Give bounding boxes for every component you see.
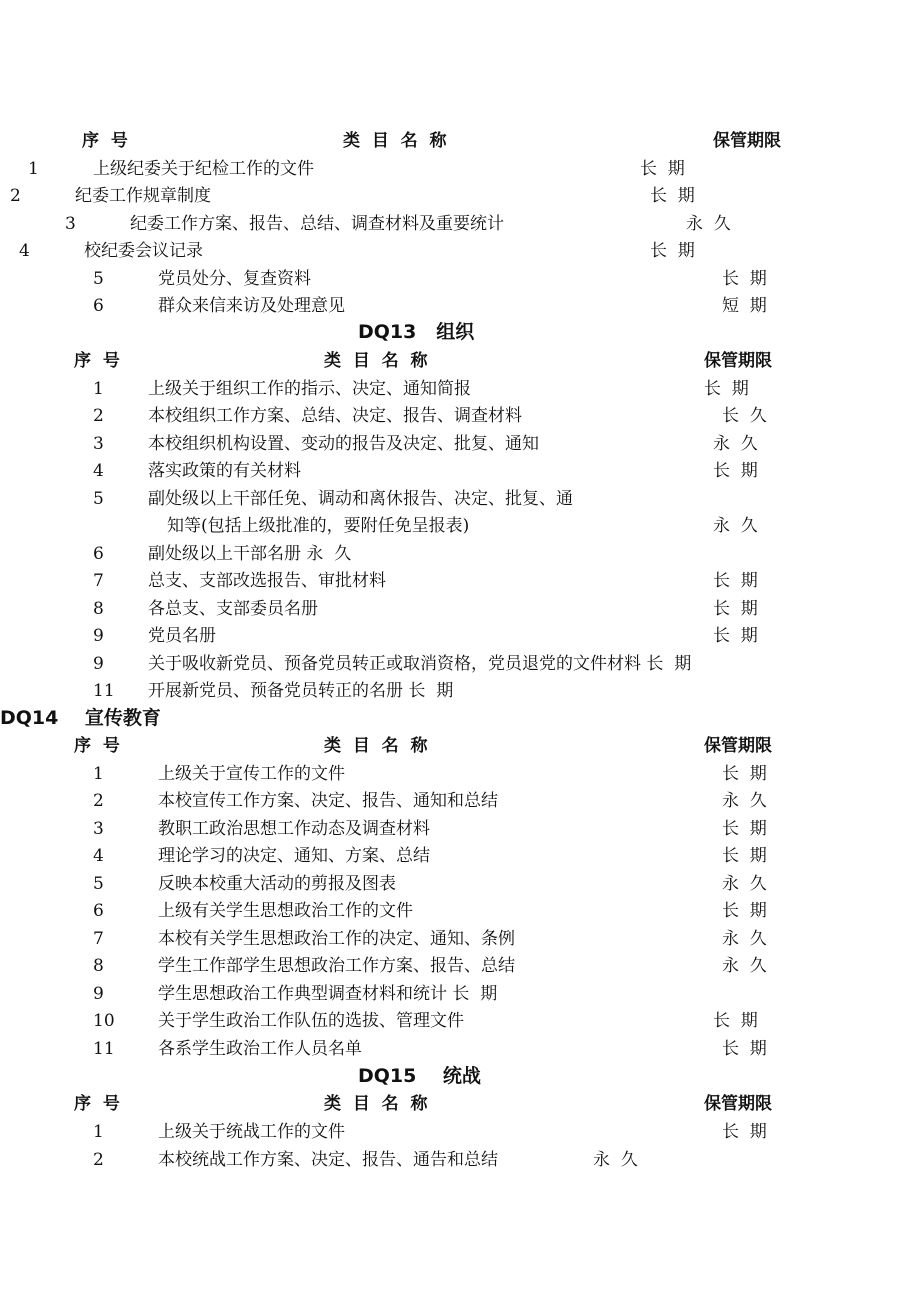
header-name: 类 目 名 称 xyxy=(324,351,428,371)
row-name: 关于吸收新党员、预备党员转正或取消资格，党员退党的文件材料 长 期 xyxy=(148,654,692,674)
row-number: 11 xyxy=(93,1039,115,1059)
row-number: 2 xyxy=(93,1150,104,1170)
header-name: 类 目 名 称 xyxy=(324,1094,428,1114)
row-number: 6 xyxy=(93,901,104,921)
row-number: 4 xyxy=(19,241,30,261)
header-name: 类 目 名 称 xyxy=(343,131,447,151)
row-name: 开展新党员、预备党员转正的名册 长 期 xyxy=(148,681,454,701)
row-number: 4 xyxy=(93,846,104,866)
row-period: 长 期 xyxy=(713,626,758,646)
row-number: 6 xyxy=(93,296,104,316)
row-period: 长 期 xyxy=(722,764,767,784)
row-period: 永 久 xyxy=(713,516,758,536)
row-period: 永 久 xyxy=(713,434,758,454)
row-period: 长 期 xyxy=(722,1122,767,1142)
row-period: 长 期 xyxy=(713,1011,758,1031)
row-period: 长 期 xyxy=(713,571,758,591)
row-period: 永 久 xyxy=(722,956,767,976)
header-seq: 序 号 xyxy=(74,1094,120,1114)
header-seq: 序 号 xyxy=(74,736,120,756)
row-number: 9 xyxy=(93,654,104,674)
row-period: 永 久 xyxy=(593,1150,638,1170)
row-period: 长 期 xyxy=(704,379,749,399)
row-number: 1 xyxy=(28,159,39,179)
row-name: 纪委工作方案、报告、总结、调查材料及重要统计 xyxy=(130,214,504,234)
row-number: 4 xyxy=(93,461,104,481)
row-name: 理论学习的决定、通知、方案、总结 xyxy=(158,846,430,866)
row-name: 纪委工作规章制度 xyxy=(75,186,211,206)
row-name: 反映本校重大活动的剪报及图表 xyxy=(158,874,396,894)
row-name: 各总支、支部委员名册 xyxy=(148,599,318,619)
row-number: 8 xyxy=(93,956,104,976)
row-period: 长 期 xyxy=(722,1039,767,1059)
row-name-continued: 知等(包括上级批准的，要附任免呈报表) xyxy=(167,516,470,536)
row-number: 5 xyxy=(93,269,104,289)
row-period: 长 期 xyxy=(722,901,767,921)
row-name: 本校统战工作方案、决定、报告、通告和总结 xyxy=(158,1150,498,1170)
row-number: 2 xyxy=(93,406,104,426)
header-name: 类 目 名 称 xyxy=(324,736,428,756)
row-period: 长 期 xyxy=(640,159,685,179)
row-number: 6 xyxy=(93,544,104,564)
section-title-dq13: DQ13 组织 xyxy=(358,321,475,343)
row-number: 3 xyxy=(93,819,104,839)
header-seq: 序 号 xyxy=(82,131,128,151)
row-name: 上级有关学生思想政治工作的文件 xyxy=(158,901,413,921)
row-name: 各系学生政治工作人员名单 xyxy=(158,1039,362,1059)
row-name: 落实政策的有关材料 xyxy=(148,461,301,481)
row-period: 长 期 xyxy=(650,186,695,206)
section-title-dq14: DQ14 宣传教育 xyxy=(0,707,161,729)
row-period: 长 期 xyxy=(722,846,767,866)
row-number: 3 xyxy=(93,434,104,454)
row-period: 长 久 xyxy=(722,406,767,426)
row-name: 副处级以上干部任免、调动和离休报告、决定、批复、通 xyxy=(148,489,573,509)
row-name: 上级关于组织工作的指示、决定、通知简报 xyxy=(148,379,471,399)
row-number: 1 xyxy=(93,764,104,784)
row-name: 学生思想政治工作典型调查材料和统计 长 期 xyxy=(158,984,498,1004)
row-number: 8 xyxy=(93,599,104,619)
row-name: 上级关于统战工作的文件 xyxy=(158,1122,345,1142)
row-number: 7 xyxy=(93,571,104,591)
row-name: 上级关于宣传工作的文件 xyxy=(158,764,345,784)
row-name: 副处级以上干部名册 永 久 xyxy=(148,544,352,564)
row-name: 本校宣传工作方案、决定、报告、通知和总结 xyxy=(158,791,498,811)
row-period: 永 久 xyxy=(722,929,767,949)
row-name: 校纪委会议记录 xyxy=(84,241,203,261)
header-period: 保管期限 xyxy=(704,736,772,756)
row-name: 群众来信来访及处理意见 xyxy=(158,296,345,316)
row-number: 2 xyxy=(10,186,21,206)
row-number: 7 xyxy=(93,929,104,949)
row-period: 永 久 xyxy=(722,791,767,811)
row-period: 永 久 xyxy=(686,214,731,234)
row-name: 教职工政治思想工作动态及调查材料 xyxy=(158,819,430,839)
row-number: 1 xyxy=(93,379,104,399)
header-period: 保管期限 xyxy=(704,1094,772,1114)
row-name: 上级纪委关于纪检工作的文件 xyxy=(93,159,314,179)
header-seq: 序 号 xyxy=(74,351,120,371)
row-number: 9 xyxy=(93,984,104,1004)
row-number: 10 xyxy=(93,1011,115,1031)
row-name: 关于学生政治工作队伍的选拔、管理文件 xyxy=(158,1011,464,1031)
row-period: 长 期 xyxy=(713,599,758,619)
row-name: 党员名册 xyxy=(148,626,216,646)
row-number: 11 xyxy=(93,681,115,701)
row-period: 永 久 xyxy=(722,874,767,894)
row-number: 5 xyxy=(93,489,104,509)
row-period: 长 期 xyxy=(650,241,695,261)
row-name: 学生工作部学生思想政治工作方案、报告、总结 xyxy=(158,956,515,976)
row-number: 9 xyxy=(93,626,104,646)
section-title-dq15: DQ15 统战 xyxy=(358,1065,481,1087)
row-period: 长 期 xyxy=(722,819,767,839)
row-period: 长 期 xyxy=(722,269,767,289)
row-name: 总支、支部改选报告、审批材料 xyxy=(148,571,386,591)
row-number: 1 xyxy=(93,1122,104,1142)
row-number: 5 xyxy=(93,874,104,894)
header-period: 保管期限 xyxy=(704,351,772,371)
row-number: 2 xyxy=(93,791,104,811)
row-period: 长 期 xyxy=(713,461,758,481)
row-name: 本校组织工作方案、总结、决定、报告、调查材料 xyxy=(148,406,522,426)
row-period: 短 期 xyxy=(722,296,767,316)
row-number: 3 xyxy=(65,214,76,234)
header-period: 保管期限 xyxy=(713,131,781,151)
row-name: 本校组织机构设置、变动的报告及决定、批复、通知 xyxy=(148,434,539,454)
row-name: 本校有关学生思想政治工作的决定、通知、条例 xyxy=(158,929,515,949)
row-name: 党员处分、复查资料 xyxy=(158,269,311,289)
